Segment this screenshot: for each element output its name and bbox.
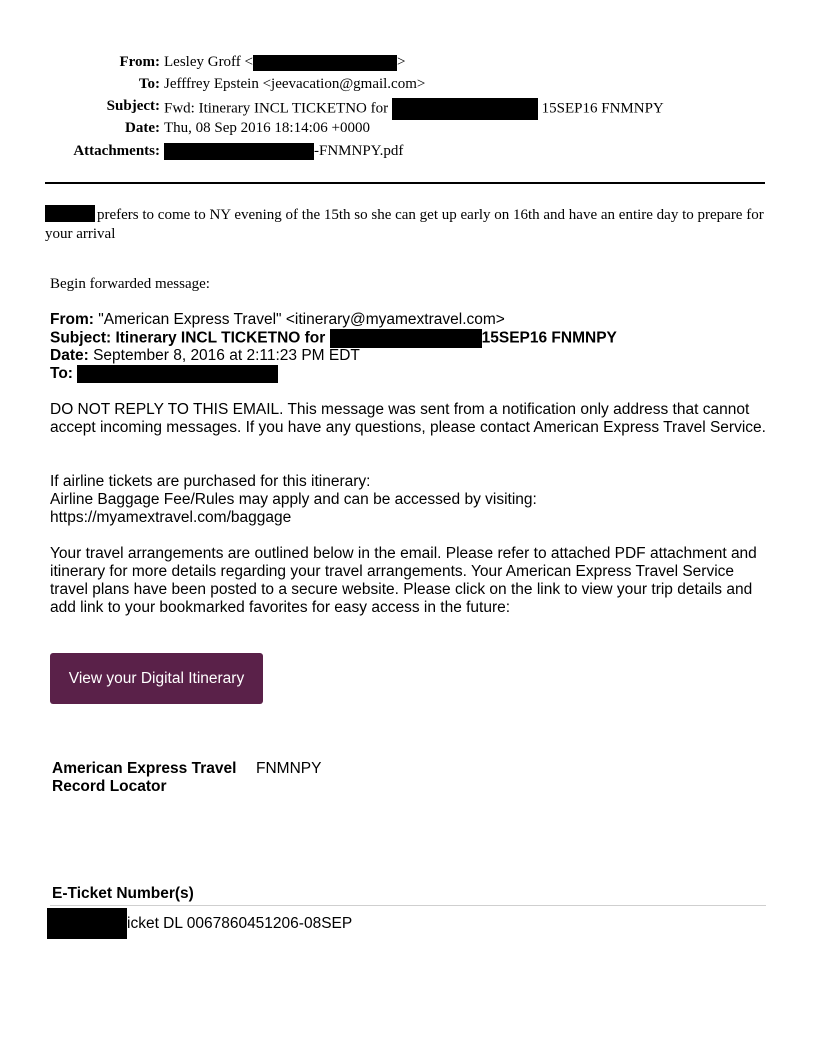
baggage-line-1: If airline tickets are purchased for this itinerary: bbox=[50, 473, 371, 490]
subject-suffix: 15SEP16 FNMNPY bbox=[541, 100, 664, 117]
eticket-divider bbox=[50, 905, 766, 906]
redaction-block bbox=[47, 908, 127, 939]
note-paragraph bbox=[45, 205, 770, 244]
from-value bbox=[164, 54, 405, 71]
eticket-number: icket DL 0067860451206-08SEP bbox=[127, 914, 353, 932]
date-label: Date: bbox=[125, 120, 160, 136]
subject-label: Subject: bbox=[106, 98, 160, 114]
baggage-link[interactable]: https://myamextravel.com/baggage bbox=[50, 509, 292, 526]
header-divider bbox=[45, 182, 765, 184]
subject-value bbox=[164, 98, 664, 120]
forwarded-subject-label: Subject: Itinerary INCL TICKETNO for bbox=[50, 329, 326, 347]
record-locator-label-line2: Record Locator bbox=[52, 778, 167, 795]
forwarded-date-label: Date: bbox=[50, 347, 89, 364]
attachment-file[interactable] bbox=[164, 143, 403, 160]
record-locator-label bbox=[52, 760, 252, 796]
forwarded-to-row bbox=[50, 365, 278, 383]
forwarded-from-row bbox=[50, 311, 505, 329]
arrangements-paragraph: Your travel arrangements are outlined below in the email. Please refer to attached PDF attachment and itinerary for more details regarding your travel arrangements. Your American Express Travel Service travel plans have been posted to a secure website. Please click on the link to view your trip details and add link to your bookmarked favorites for easy access in the future: bbox=[50, 545, 757, 616]
redaction-block bbox=[45, 205, 95, 222]
redaction-block bbox=[253, 55, 397, 71]
subject-prefix: Fwd: Itinerary INCL TICKETNO for bbox=[164, 100, 389, 117]
redaction-block bbox=[392, 98, 538, 120]
redaction-block bbox=[330, 329, 482, 348]
redaction-block bbox=[164, 143, 314, 160]
eticket-row bbox=[47, 908, 352, 939]
attachments-label: Attachments: bbox=[73, 143, 160, 159]
baggage-line-2: Airline Baggage Fee/Rules may apply and can be accessed by visiting: bbox=[50, 491, 537, 508]
attachment-suffix: -FNMNPY.pdf bbox=[314, 143, 404, 159]
forwarded-to-label: To: bbox=[50, 365, 73, 383]
forwarded-subject-suffix: 15SEP16 FNMNPY bbox=[481, 329, 617, 347]
to-value: Jefffrey Epstein <jeevacation@gmail.com> bbox=[164, 76, 426, 92]
to-label: To: bbox=[138, 76, 160, 92]
from-name: Lesley Groff < bbox=[164, 54, 253, 70]
record-locator-label-line1: American Express Travel bbox=[52, 760, 237, 777]
eticket-heading: E-Ticket Number(s) bbox=[52, 885, 194, 902]
from-close: > bbox=[397, 54, 406, 70]
notice-paragraph: DO NOT REPLY TO THIS EMAIL. This message was sent from a notification only address that cannot accept incoming messages. If you have any questions, please contact American Express Travel Service. bbox=[50, 401, 766, 436]
baggage-paragraph bbox=[50, 473, 770, 527]
from-label: From: bbox=[119, 54, 160, 70]
forwarded-subject-row bbox=[50, 329, 617, 348]
note-text: prefers to come to NY evening of the 15th so she can get up early on 16th and have an entire day to prepare for your arrival bbox=[45, 207, 764, 242]
forwarded-date-value: September 8, 2016 at 2:11:23 PM EDT bbox=[93, 347, 360, 364]
record-locator-value: FNMNPY bbox=[256, 760, 322, 777]
begin-forwarded-label: Begin forwarded message: bbox=[50, 276, 210, 292]
forwarded-from-label: From: bbox=[50, 311, 94, 328]
redaction-block bbox=[77, 365, 278, 383]
view-digital-itinerary-button[interactable]: View your Digital Itinerary bbox=[50, 653, 263, 704]
date-value: Thu, 08 Sep 2016 18:14:06 +0000 bbox=[164, 120, 370, 136]
record-locator bbox=[52, 760, 322, 796]
forwarded-from-value: "American Express Travel" <itinerary@myamextravel.com> bbox=[98, 311, 505, 328]
forwarded-date-row bbox=[50, 347, 360, 365]
